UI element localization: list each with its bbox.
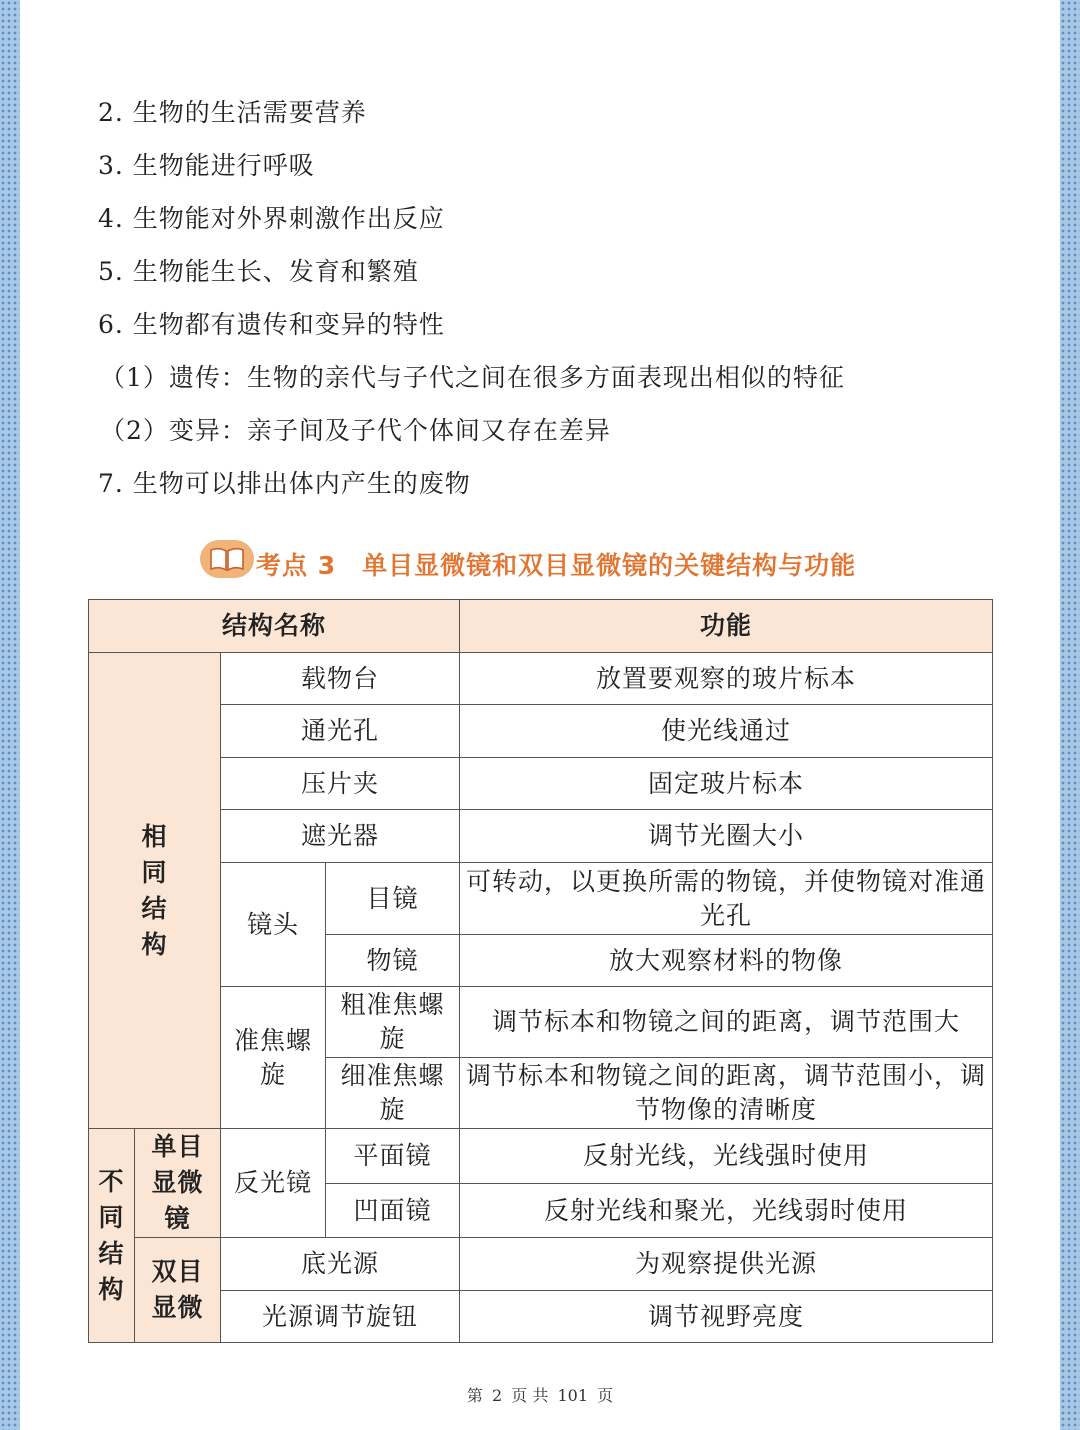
footer-suffix: 页 — [597, 1386, 614, 1405]
list-item: 5. 生物能生长、发育和繁殖 — [98, 257, 419, 286]
group-name-mirror: 反光镜 — [221, 1129, 326, 1238]
structure-name: 底光源 — [221, 1238, 460, 1291]
list-subitem: （2）变异：亲子间及子代个体间又存在差异 — [100, 416, 611, 445]
list-item: 3. 生物能进行呼吸 — [98, 151, 315, 180]
table-row — [89, 1238, 993, 1291]
heading-label: 考点 3 — [256, 551, 337, 580]
structure-name: 载物台 — [221, 653, 460, 705]
structure-name: 光源调节旋钮 — [221, 1291, 460, 1343]
list-item: 2. 生物的生活需要营养 — [98, 98, 367, 127]
bino-microscope-cell — [135, 1238, 221, 1343]
section-heading — [200, 540, 920, 586]
right-decorative-border — [1060, 0, 1080, 1430]
table-row — [89, 758, 993, 810]
group-name-lens: 镜头 — [221, 863, 326, 987]
footer-prefix: 第 — [466, 1386, 483, 1405]
structure-function: 放大观察材料的物像 — [460, 935, 993, 987]
structure-name: 平面镜 — [326, 1129, 460, 1184]
header-function: 功能 — [460, 600, 993, 653]
same-structure-label: 相同结构 — [141, 821, 168, 959]
left-decorative-border — [0, 0, 20, 1430]
structure-function: 调节标本和物镜之间的距离，调节范围小，调节物像的清晰度 — [460, 1058, 993, 1129]
table-row — [89, 863, 993, 935]
structure-function: 固定玻片标本 — [460, 758, 993, 810]
footer-middle: 页 共 — [511, 1386, 549, 1405]
structure-function: 调节视野亮度 — [460, 1291, 993, 1343]
heading-badge — [200, 540, 254, 578]
table-row — [89, 810, 993, 863]
structure-function: 可转动，以更换所需的物镜，并使物镜对准通光孔 — [460, 863, 993, 935]
structure-name: 通光孔 — [221, 705, 460, 758]
table-header-row — [89, 600, 993, 653]
list-item: 4. 生物能对外界刺激作出反应 — [98, 204, 445, 233]
structure-function: 反射光线和聚光，光线弱时使用 — [460, 1184, 993, 1238]
structure-name: 粗准焦螺旋 — [326, 987, 460, 1058]
table-row — [89, 653, 993, 705]
structure-function: 调节光圈大小 — [460, 810, 993, 863]
table-row — [89, 987, 993, 1058]
table-row — [89, 1291, 993, 1343]
footer-page-number: 2 — [491, 1386, 503, 1405]
page-footer — [0, 1383, 1080, 1406]
table-row — [89, 1129, 993, 1184]
structure-function: 使光线通过 — [460, 705, 993, 758]
mono-microscope-cell — [135, 1129, 221, 1238]
structure-name: 凹面镜 — [326, 1184, 460, 1238]
microscope-structure-table — [88, 599, 993, 1343]
group-name-focus: 准焦螺旋 — [221, 987, 326, 1129]
structure-name: 目镜 — [326, 863, 460, 935]
open-book-icon — [209, 546, 245, 572]
structure-name: 遮光器 — [221, 810, 460, 863]
heading-title: 单目显微镜和双目显微镜的关键结构与功能 — [362, 551, 857, 580]
list-item: 7. 生物可以排出体内产生的废物 — [98, 469, 471, 498]
structure-name: 细准焦螺旋 — [326, 1058, 460, 1129]
list-item: 6. 生物都有遗传和变异的特性 — [98, 310, 445, 339]
diff-structure-label: 不同结构 — [98, 1166, 125, 1304]
mono-microscope-label: 单目显微镜 — [151, 1132, 204, 1233]
list-subitem: （1）遗传：生物的亲代与子代之间在很多方面表现出相似的特征 — [100, 363, 845, 392]
header-structure-name: 结构名称 — [89, 600, 460, 653]
bino-microscope-label: 双目显微 — [151, 1257, 204, 1322]
same-structure-cell — [89, 653, 221, 1129]
structure-name: 物镜 — [326, 935, 460, 987]
structure-name: 压片夹 — [221, 758, 460, 810]
structure-function: 反射光线，光线强时使用 — [460, 1129, 993, 1184]
structure-function: 放置要观察的玻片标本 — [460, 653, 993, 705]
diff-structure-cell — [89, 1129, 135, 1343]
table-row — [89, 705, 993, 758]
footer-total-pages: 101 — [557, 1386, 588, 1405]
structure-function: 为观察提供光源 — [460, 1238, 993, 1291]
structure-function: 调节标本和物镜之间的距离，调节范围大 — [460, 987, 993, 1058]
